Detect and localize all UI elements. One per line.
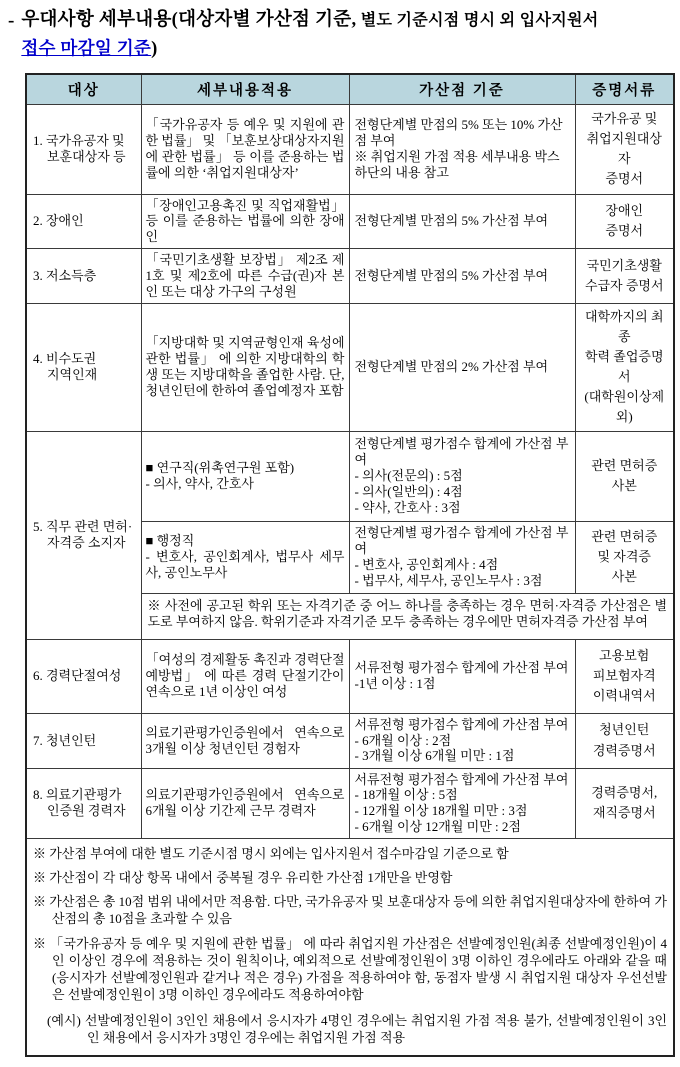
cell-detail: 「국민기초생활 보장법」 제2조 제1호 및 제2호에 따른 수급(권)자 본인 또는 대상 가구의 구성원	[141, 249, 349, 304]
cell-target: 4. 비수도권 지역인재	[26, 303, 141, 431]
table-footer-row	[26, 838, 674, 1055]
cell-detail: 「지방대학 및 지역균형인재 육성에 관한 법률」 에 의한 지방대학의 학생 또는 지방대학을 졸업한 사람. 단, 청년인턴에 한하여 졸업예정자 포함	[141, 303, 349, 431]
title-deadline-highlight: 접수 마감일 기준	[21, 37, 152, 58]
title-main: 우대사항 세부내용(대상자별 가산점 기준,	[21, 10, 357, 30]
cell-target: 8. 의료기관평가 인증원 경력자	[26, 768, 141, 838]
cell-criteria: 전형단계별 평가점수 합계에 가산점 부여 - 의사(전문의) : 5점 - 의사(일반의) : 4점 - 약사, 간호사 : 3점	[349, 431, 575, 521]
table-row-license-research	[26, 431, 674, 521]
footnote-duplicate: ※ 가산점이 각 대상 항목 내에서 중복될 경우 유리한 가산점 1개만을 반영함	[33, 870, 453, 886]
cell-target: 2. 장애인	[26, 194, 141, 249]
cell-criteria: 서류전형 평가점수 합계에 가산점 부여 - 18개월 이상 : 5점 - 12개월 이상 18개월 미만 : 3점 - 6개월 이상 12개월 미만 : 2점	[349, 768, 575, 838]
cell-docs: 국가유공 및 취업지원대상자 증명서	[575, 104, 674, 194]
table-header-row	[26, 74, 674, 105]
table-row-career-break-women	[26, 639, 674, 713]
table-row-koiha-experience	[26, 768, 674, 838]
cell-docs: 대학까지의 최종 학력 졸업증명서 (대학원이상제외)	[575, 303, 674, 431]
cell-detail: 「장애인고용촉진 및 직업재활법」 등 이를 준용하는 법률에 의한 장애인	[141, 194, 349, 249]
col-header-docs: 증명서류	[575, 74, 674, 105]
title-dash: -	[8, 10, 15, 31]
cell-detail: 「여성의 경제활동 촉진과 경력단절 예방법」 에 따른 경력 단절기간이 연속으로 1년 이상인 여성	[141, 639, 349, 713]
cell-detail: 의료기관평가인증원에서 연속으로 3개월 이상 청년인턴 경험자	[141, 713, 349, 768]
bonus-points-table	[25, 73, 675, 1057]
title-text	[21, 7, 598, 64]
cell-criteria: 서류전형 평가점수 합계에 가산점 부여 - 6개월 이상 : 2점 - 3개월 이상 6개월 미만 : 1점	[349, 713, 575, 768]
cell-criteria: 전형단계별 만점의 5% 가산점 부여	[349, 194, 575, 249]
cell-detail: 「국가유공자 등 예우 및 지원에 관한 법률」 및 「보훈보상대상자지원에 관한 법률」 등 이를 준용하는 법률에 의한 ‘취업지원대상자’	[141, 104, 349, 194]
cell-license-note: ※ 사전에 공고된 학위 또는 자격기준 중 어느 하나를 충족하는 경우 면허·자격증 가산점은 별도로 부여하지 않음. 학위기준과 자격기준 모두 충족하는 경우에만 면허자격증 가산점 부여	[141, 593, 674, 639]
cell-criteria: 전형단계별 평가점수 합계에 가산점 부여 - 변호사, 공인회계사 : 4점 - 법무사, 세무사, 공인노무사 : 3점	[349, 521, 575, 593]
title-close-paren: )	[151, 38, 158, 59]
cell-docs: 경력증명서, 재직증명서	[575, 768, 674, 838]
footnote-example: (예시) 선발예정인원이 3인인 채용에서 응시자가 4명인 경우에는 취업지원 가점 적용 불가, 선발예정인원이 3인인 채용에서 응시자가 3명인 경우에는 취업지원 가점 적용	[47, 1013, 667, 1046]
cell-docs: 관련 면허증 사본	[575, 431, 674, 521]
col-header-target: 대상	[26, 74, 141, 105]
footnotes-cell	[26, 838, 674, 1055]
cell-criteria: 서류전형 평가점수 합계에 가산점 부여 -1년 이상 : 1점	[349, 639, 575, 713]
footnote-max-points: ※ 가산점은 총 10점 범위 내에서만 적용함. 다만, 국가유공자 및 보훈대상자 등에 의한 취업지원대상자에 한하여 가산점의 총 10점을 초과할 수 있음	[33, 894, 667, 927]
footnote-deadline: ※ 가산점 부여에 대한 별도 기준시점 명시 외에는 입사지원서 접수마감일 기준으로 함	[33, 845, 509, 861]
col-header-detail: 세부내용적용	[141, 74, 349, 105]
cell-target: 5. 직무 관련 면허· 자격증 소지자	[26, 431, 141, 639]
cell-detail: ■ 연구직(위촉연구원 포함) - 의사, 약사, 간호사	[141, 431, 349, 521]
cell-criteria: 전형단계별 만점의 2% 가산점 부여	[349, 303, 575, 431]
cell-target: 6. 경력단절여성	[26, 639, 141, 713]
cell-criteria: 전형단계별 만점의 5% 또는 10% 가산점 부여 ※ 취업지원 가점 적용 세부내용 박스 하단의 내용 참고	[349, 104, 575, 194]
cell-target: 7. 청년인턴	[26, 713, 141, 768]
footnote-veterans-law: ※ 「국가유공자 등 예우 및 지원에 관한 법률」 에 따라 취업지원 가산점은 선발예정인원(최종 선발예정인원)이 4인 이상인 경우에 적용하는 것이 원칙이나, 예외적으로 선발예정인원이 3명 이하인 경우에라도 아래와 같을 때(응시자가 선발예정인원과 같거나 적은 경우) 가점을 적용하여야 함, 동점자 발생 시 취업지원 대상자 우선선발은 선발예정인원이 3명 이하인 경우에라도 적용하여야함	[33, 935, 667, 1003]
table-row-regional-talent	[26, 303, 674, 431]
table-row-disabled	[26, 194, 674, 249]
cell-criteria: 전형단계별 만점의 5% 가산점 부여	[349, 249, 575, 304]
cell-detail: 의료기관평가인증원에서 연속으로 6개월 이상 기간제 근무 경력자	[141, 768, 349, 838]
cell-docs: 국민기초생활 수급자 증명서	[575, 249, 674, 304]
table-row-veterans	[26, 104, 674, 194]
title-sub: 별도 기준시점 명시 외 입사지원서	[360, 12, 599, 29]
table-row-low-income	[26, 249, 674, 304]
document-title	[8, 7, 673, 64]
cell-docs: 고용보험 피보험자격 이력내역서	[575, 639, 674, 713]
cell-target: 3. 저소득층	[26, 249, 141, 304]
col-header-criteria: 가산점 기준	[349, 74, 575, 105]
cell-docs: 청년인턴 경력증명서	[575, 713, 674, 768]
table-row-youth-intern	[26, 713, 674, 768]
cell-target: 1. 국가유공자 및 보훈대상자 등	[26, 104, 141, 194]
cell-detail: ■ 행정직 - 변호사, 공인회계사, 법무사 세무사, 공인노무사	[141, 521, 349, 593]
cell-docs: 관련 면허증 및 자격증 사본	[575, 521, 674, 593]
cell-docs: 장애인 증명서	[575, 194, 674, 249]
